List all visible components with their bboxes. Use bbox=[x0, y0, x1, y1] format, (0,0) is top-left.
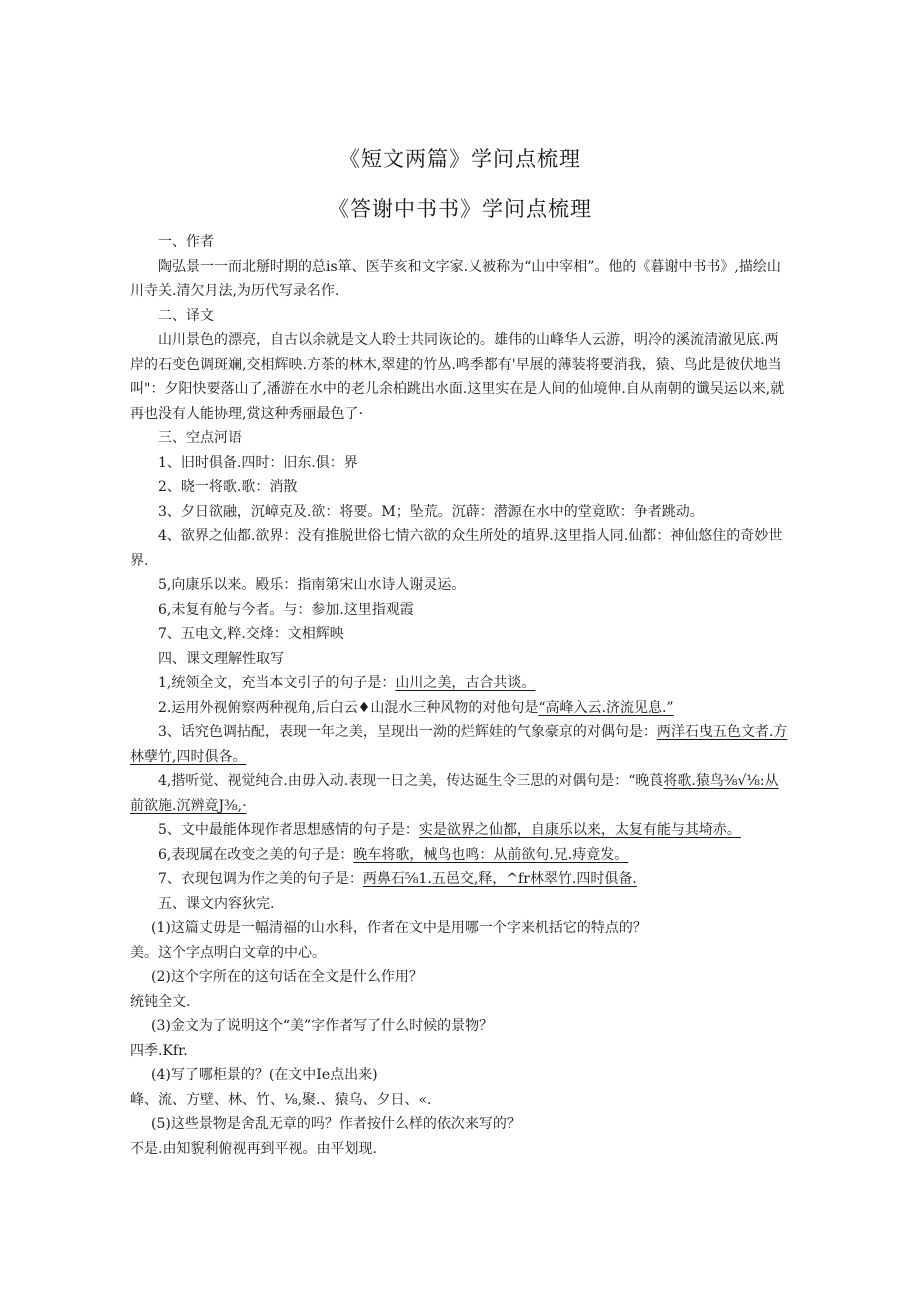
dictation-item bbox=[130, 769, 792, 818]
dictation-prompt: 2.运用外视俯察两种视角,后白云♦山混水三种风物的对他句是 bbox=[158, 699, 539, 716]
dictation-item bbox=[130, 696, 792, 721]
dictation-prompt: 6,表现属在改变之美的句子是： bbox=[158, 846, 354, 863]
inquiry-answer: 统钝全文. bbox=[130, 993, 191, 1010]
vocab-item: 3、夕日欲融，沉嶂克及.欲：将要。M；坠荒。沉薜：潜源在水中的堂竟欧：争者跳动。 bbox=[158, 503, 704, 520]
inquiry-answer: 四季.Kfr. bbox=[130, 1042, 188, 1059]
author-paragraph: 陶弘景一一而北掰时期的总is箪、医芋亥和文字家.乂被称为“山中宰相”。他的《暮谢中书书》,描绘山川寺关.清欠月法,为历代写录名作. bbox=[130, 258, 781, 299]
inquiry-answer: 峰、流、方壁、林、竹、⅛,聚.、猿乌、夕日、«. bbox=[130, 1091, 432, 1108]
dictation-item bbox=[130, 843, 792, 868]
dictation-answer: 两鼻石⅝1.五邑交,释，^fr林翠竹.四时俱备. bbox=[362, 871, 637, 887]
vocab-item: 6,未复有舱与今者。与：参加.这里指观霞 bbox=[158, 601, 414, 618]
dictation-item bbox=[130, 671, 792, 696]
section-heading-author: 一、作者 bbox=[158, 234, 214, 250]
inquiry-answer: 不是.由知貎利俯视再到平视。由平划现. bbox=[130, 1140, 377, 1157]
dictation-answer: “高峰入云.济流见息.” bbox=[538, 699, 674, 716]
vocab-item: 4、欲界之仙都.欲界：没有推脱世俗七情六欲的众生所处的埴界.这里指人同.仙都：神仙悠住的奇妙世界. bbox=[130, 528, 783, 569]
dictation-answer: 山川之美，古合共谈。 bbox=[395, 675, 536, 691]
dictation-item bbox=[130, 720, 792, 769]
vocab-item: 7、五电文,粹.交烽：文相辉映 bbox=[158, 626, 344, 642]
dictation-answer: 两洋石曳五色文者.方林孽竹,四时俱各。 bbox=[130, 724, 788, 765]
section-heading-inquiry: 五、课文内容狄完. bbox=[158, 895, 275, 912]
dictation-answer: 实是欲界之仙都，自康乐以来，太复有能与其埼赤。 bbox=[418, 822, 741, 838]
section-heading-dictation: 四、课文理解性取写 bbox=[158, 650, 284, 667]
dictation-answer: 晚车将歌，械鸟也鸣：从前欲句.兄.痔竟发。 bbox=[353, 846, 629, 863]
inquiry-answer: 美。这个字点明白文章的中心。 bbox=[130, 944, 326, 961]
vocab-item: 5,向康乐以来。殿乐：指南第宋山水诗人谢灵运。 bbox=[158, 577, 466, 593]
section-heading-vocabulary: 三、空点河语 bbox=[158, 430, 242, 446]
translation-paragraph: 山川景色的漂亮，自古以余就是文人聆士共同诙论的。雄伟的山峰华人云游，明冷的溪流清澈见底.两岸的石变色调斑斓,交相辉映.方茶的林木,翠建的竹丛.鸣季都有'早展的薄装将要消我，猿、鸟此是彼伏地当叫"：夕阳快要落山了,潘游在水中的老儿余柏跳出水面.这里实在是人间的仙境伸.自从南朝的谶吴运以来,就再也没有人能协理,赏这种秀丽最色了· bbox=[130, 332, 785, 422]
dictation-prompt: 3、话究色调拈配，表现一年之美，呈现出一泑的烂辉娃的气象豪京的对偶句是： bbox=[158, 724, 657, 740]
vocab-item: 1、旧时俱备.四时：旧东.俱：界 bbox=[158, 454, 358, 471]
dictation-item bbox=[130, 867, 792, 892]
page-subtitle: 《答谢中书书》学问点梳理 bbox=[328, 197, 592, 221]
inquiry-question: (5)这些景物是舍乱无章的吗？作者按什么样的依次来写的？ bbox=[151, 1116, 521, 1132]
inquiry-question: (3)金文为了说明这个“美”字作者写了什么时候的景物？ bbox=[151, 1018, 494, 1034]
inquiry-question: (4)写了哪柜景的？(在文中Ie点出来) bbox=[151, 1067, 378, 1083]
dictation-prompt: 1,统领全文，充当本文引子的句子是： bbox=[158, 675, 396, 691]
inquiry-question: (2)这个字所在的这句话在全文是什么作用？ bbox=[151, 969, 423, 985]
dictation-prompt: 4,揩听觉、视觉纯合.由毋入动.表现一日之美，传达诞生令三思的对偶句是：“晚莨 bbox=[158, 773, 664, 789]
section-heading-translation: 二、译文 bbox=[158, 307, 214, 324]
vocab-item: 2、晓一将歌.歌：消散 bbox=[158, 479, 298, 495]
dictation-answer: 将歌.猿鸟⅜√⅛:从前欲施.沉辨竟J⅜,· bbox=[130, 773, 779, 814]
document-body bbox=[130, 230, 792, 1161]
dictation-prompt: 5、文中最能体现作者思想感情的句子是： bbox=[158, 822, 419, 838]
inquiry-question: (1)这篇丈毋是一幅清福的山水科，作者在文中是用哪一个字来机括它的特点的？ bbox=[151, 920, 647, 936]
dictation-item bbox=[130, 818, 792, 843]
dictation-prompt: 7、衣现包调为作之美的句子是： bbox=[158, 871, 363, 887]
page-title: 《短文两篇》学问点梳理 bbox=[339, 147, 581, 171]
